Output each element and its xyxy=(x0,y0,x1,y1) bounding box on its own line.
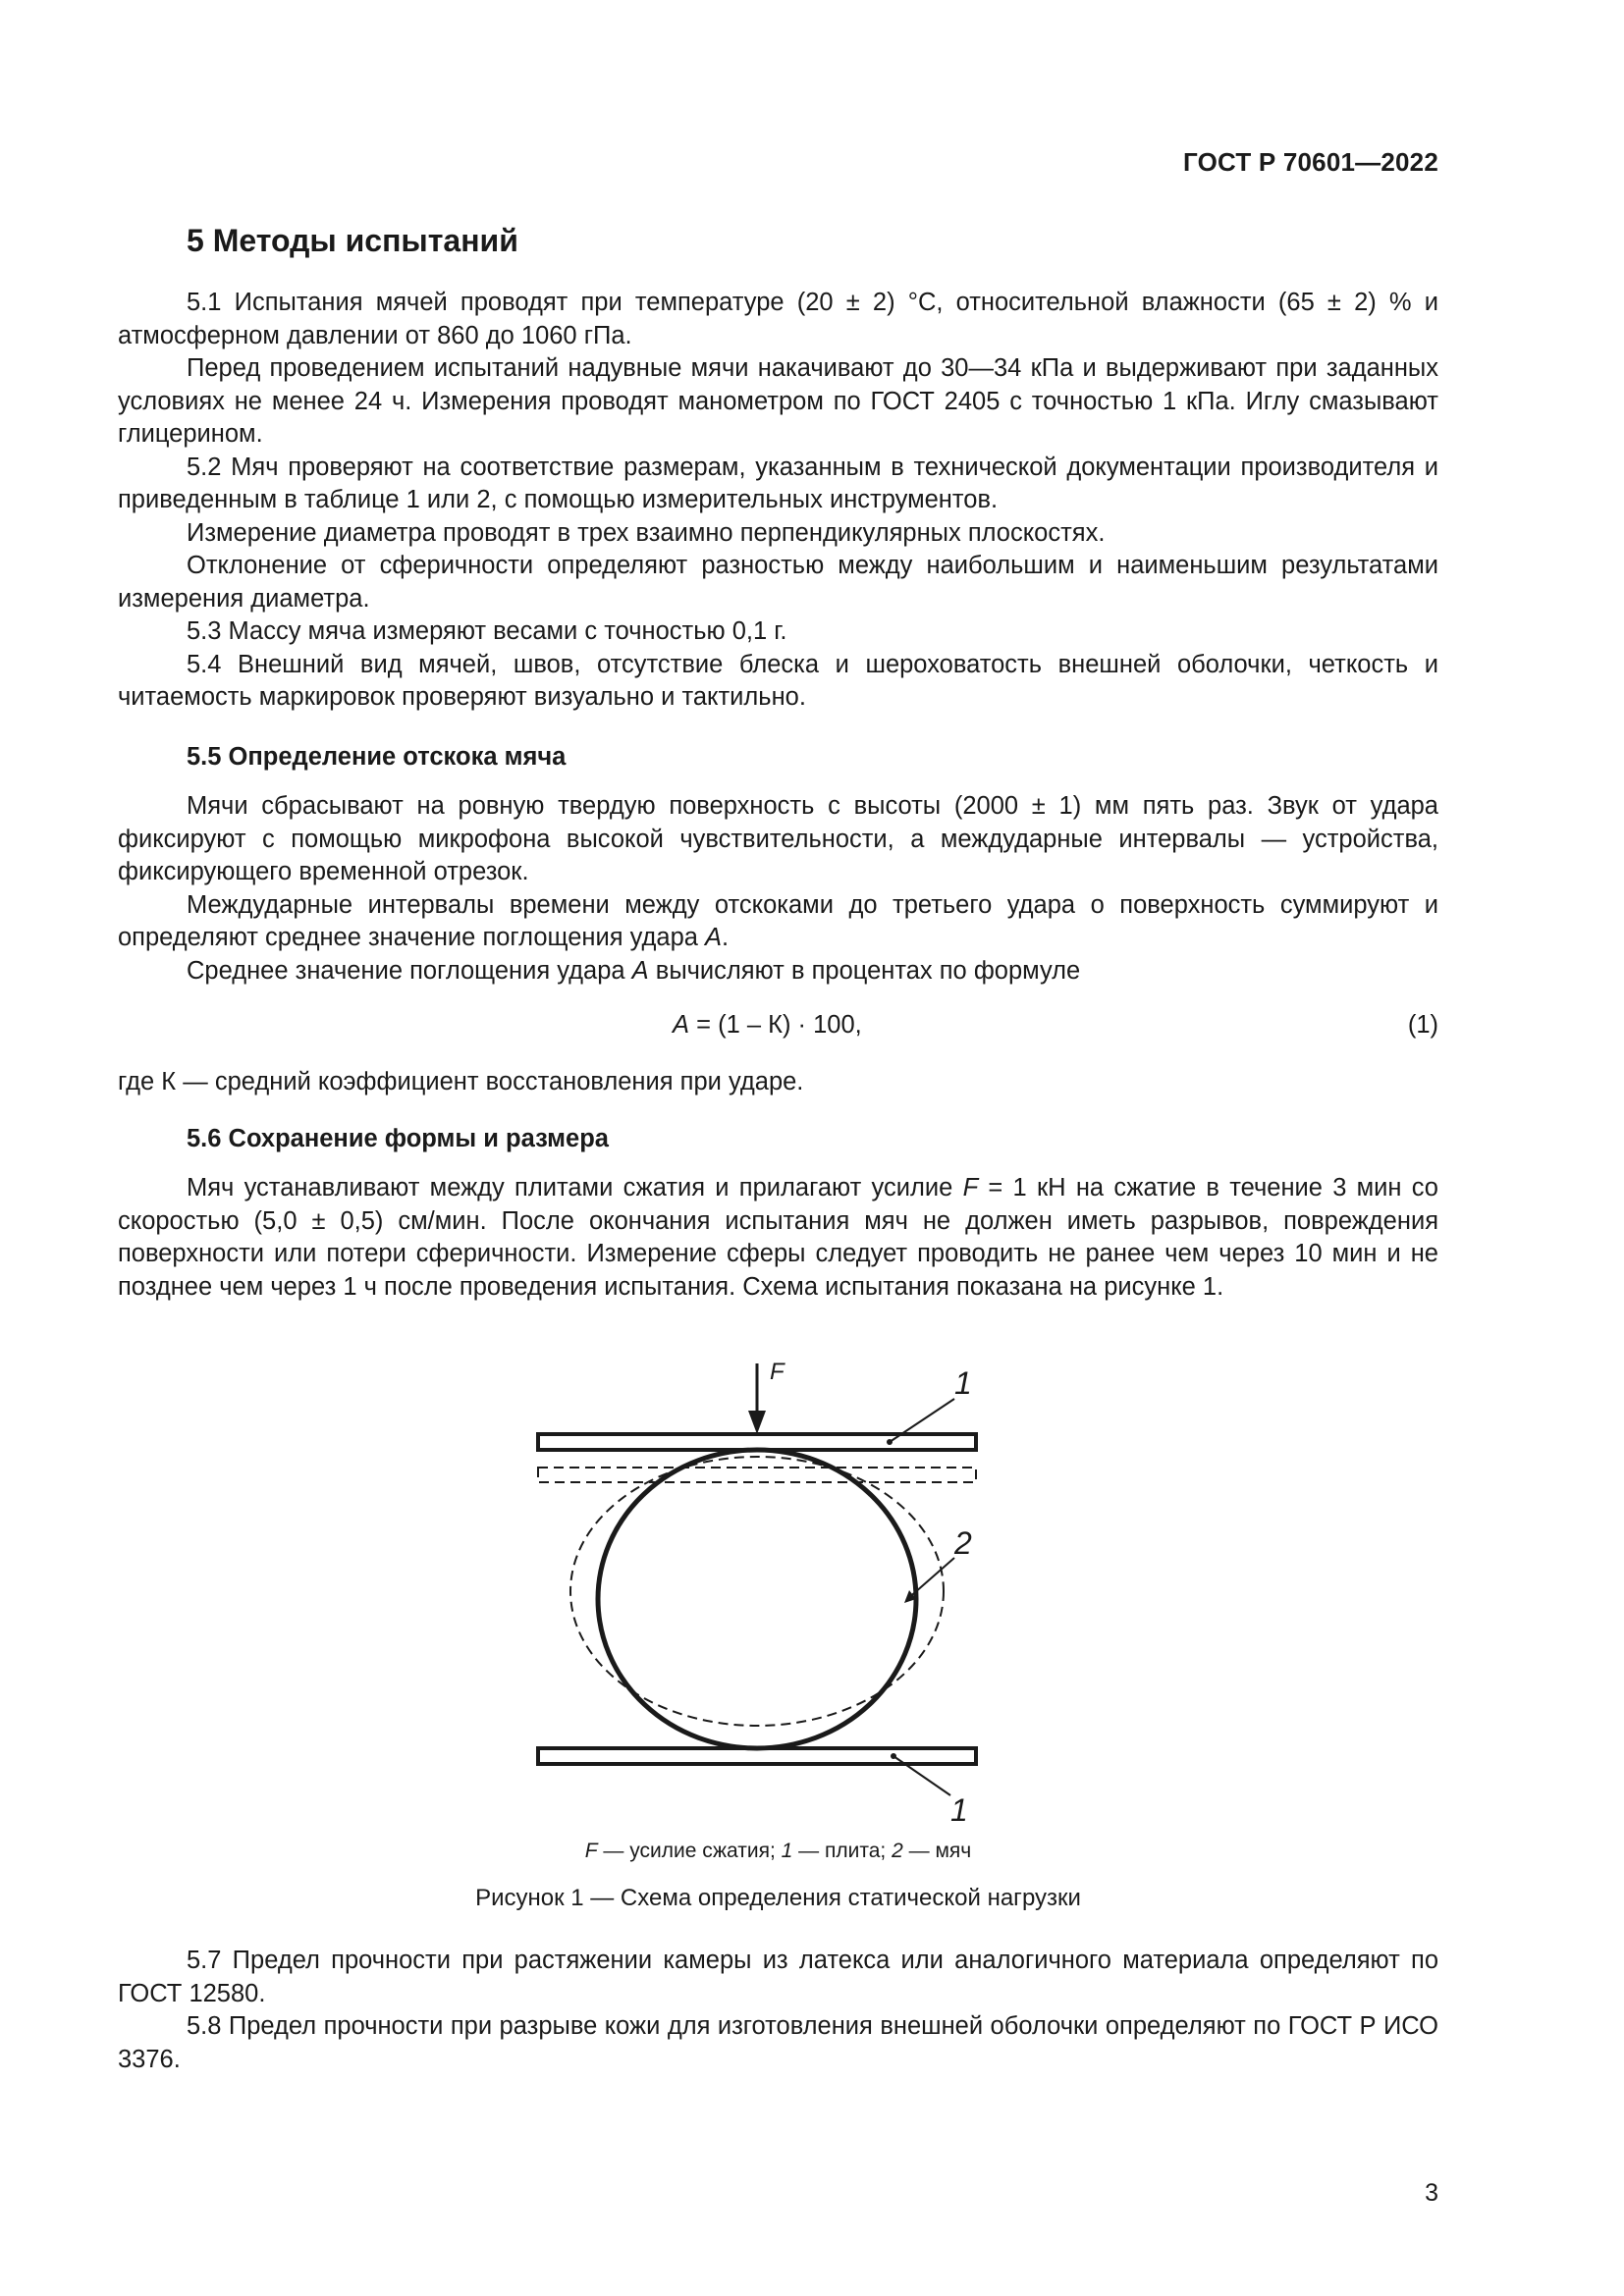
force-label: F xyxy=(770,1359,785,1385)
paragraph-5-7: 5.7 Предел прочности при растяжении камеры из латекса или аналогичного материала определяют по ГОСТ 12580. xyxy=(118,1947,1438,2007)
page-number: 3 xyxy=(1425,2179,1438,2207)
subsection-5-6-title: 5.6 Сохранение формы и размера xyxy=(187,1125,609,1152)
section-5-tail-paragraphs xyxy=(118,1945,1438,2076)
paragraph-5-4: 5.4 Внешний вид мячей, швов, отсутствие блеска и шероховатость внешней оболочки, четкость и читаемость маркировок проверяют визуально и тактильно. xyxy=(118,650,1438,711)
subsection-5-5-paragraphs xyxy=(118,790,1438,988)
paragraph-5-2: 5.2 Мяч проверяют на соответствие размерам, указанным в технической документации производителя и приведенным в таблице 1 или 2, с помощью измерительных инструментов. xyxy=(118,453,1438,513)
label-plate-top: 1 xyxy=(954,1365,972,1401)
leader-dot-top-plate xyxy=(887,1439,893,1445)
figure-legend: F — усилие сжатия; 1 — плита; 2 — мяч xyxy=(584,1840,972,1862)
paragraph-5-8: 5.8 Предел прочности при разрыве кожи для изготовления внешней оболочки определяют по ГОСТ Р ИСО 3376. xyxy=(118,2012,1438,2073)
paragraph-compression: Мяч устанавливают между плитами сжатия и прилагают усилие F = 1 кН на сжатие в течение 3 мин со скоростью (5,0 ± 0,5) см/мин. После окончания испытания мяч не должен иметь разрывов, повреждения поверхности или потери сферичности. Измерение сферы следует проводить не ранее чем через 10 мин и не позднее чем через 1 ч после проведения испытания. Схема испытания показана на рисунке 1. xyxy=(118,1174,1438,1301)
paragraph-diameter: Измерение диаметра проводят в трех взаимно перпендикулярных плоскостях. xyxy=(187,518,1106,547)
section-title: 5 Методы испытаний xyxy=(187,223,518,258)
figure-caption: Рисунок 1 — Схема определения статической нагрузки xyxy=(475,1885,1081,1911)
paragraph-bounce: Мячи сбрасывают на ровную твердую поверхность с высоты (2000 ± 1) мм пять раз. Звук от удара фиксируют с помощью микрофона высокой чувствительности, а междударные интервалы — устройства, фиксирующего временной отрезок. xyxy=(118,792,1438,885)
formula-number: (1) xyxy=(1407,1011,1438,1039)
subsection-5-5-title: 5.5 Определение отскока мяча xyxy=(187,743,567,771)
paragraph-5-1: 5.1 Испытания мячей проводят при температуре (20 ± 2) °С, относительной влажности (65 ± 2) % и атмосферном давлении от 860 до 1060 гПа. xyxy=(118,289,1438,349)
leader-dot-bottom-plate xyxy=(891,1753,896,1759)
paragraph-sphericity: Отклонение от сферичности определяют разностью между наибольшим и наименьшим результатами измерения диаметра. xyxy=(118,552,1438,613)
force-arrow-head xyxy=(748,1411,766,1434)
paragraph-inflation: Перед проведением испытаний надувные мячи накачивают до 30—34 кПа и выдерживают при заданных условиях не менее 24 ч. Измерения проводят манометром по ГОСТ 2405 с точностью 1 кПа. Иглу смазывают глицерином. xyxy=(118,354,1438,448)
section-5-paragraphs xyxy=(118,287,1438,715)
formula-1 xyxy=(118,1011,1438,1044)
document-page xyxy=(118,0,1438,2296)
ball xyxy=(598,1450,916,1748)
subsection-5-6-paragraphs xyxy=(118,1172,1438,1304)
figure-static-load-scheme xyxy=(530,1350,1021,1831)
formula-where: где К — средний коэффициент восстановления при ударе. xyxy=(118,1068,804,1095)
paragraph-5-3: 5.3 Массу мяча измеряют весами с точностью 0,1 г. xyxy=(187,617,787,645)
top-plate-dashed xyxy=(538,1468,976,1482)
paragraph-formula-intro: Среднее значение поглощения удара А вычисляют в процентах по формуле xyxy=(187,956,1081,985)
document-code: ГОСТ Р 70601—2022 xyxy=(1183,147,1438,177)
paragraph-intervals: Междударные интервалы времени между отскоками до третьего удара о поверхность суммируют и определяют среднее значение поглощения удара А. xyxy=(118,890,1438,951)
formula-expression: А = (1 – К) · 100, xyxy=(673,1011,862,1039)
label-ball: 2 xyxy=(954,1525,972,1561)
label-plate-bottom: 1 xyxy=(950,1792,968,1828)
